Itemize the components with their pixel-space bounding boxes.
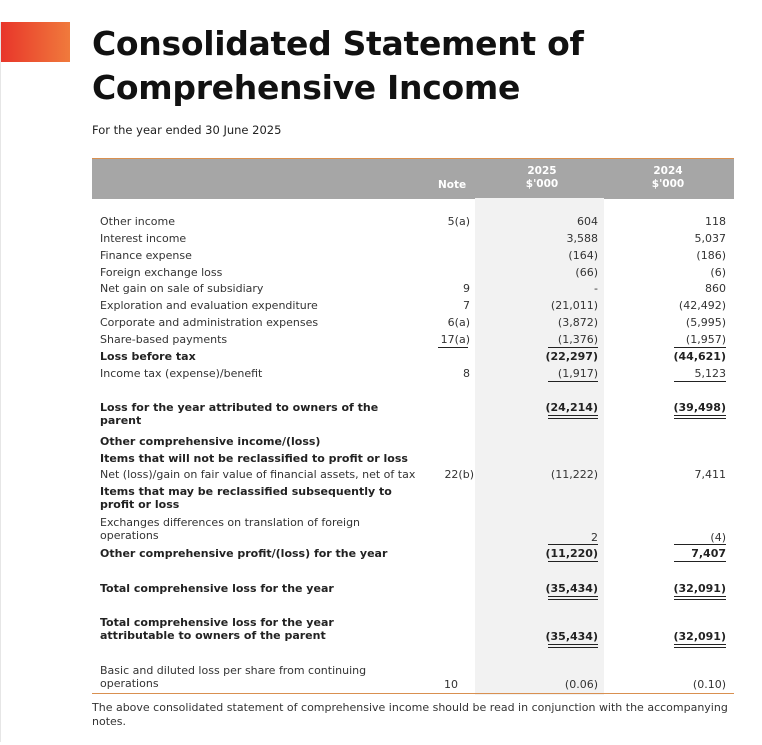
row-value-2025: 3,588	[566, 232, 598, 245]
row-note: 17(a)	[440, 333, 470, 346]
row-note: 22(b)	[444, 468, 474, 481]
row-label: Loss for the year attributed to owners of the parent	[100, 401, 379, 427]
row-value-2024: (42,492)	[678, 299, 726, 312]
row-value-2024: 860	[705, 282, 726, 295]
double-rule-2025	[548, 644, 598, 648]
row-label: Net gain on sale of subsidiary	[100, 282, 264, 295]
row-value-2024: 7,411	[694, 468, 726, 481]
subtotal-rule-2025	[548, 347, 598, 348]
double-rule-2024	[674, 415, 726, 419]
header-year-2024: 2024	[653, 165, 683, 177]
row-value-2025: 604	[577, 215, 598, 228]
row-value-2024: (0.10)	[692, 678, 726, 691]
row-label: Share-based payments	[100, 333, 228, 346]
row-label: Total comprehensive loss for the year	[100, 582, 334, 595]
row-value-2025: (3,872)	[557, 316, 598, 329]
row-value-2025: (11,220)	[545, 547, 598, 560]
row-value-2025: (0.06)	[564, 678, 598, 691]
row-label: Total comprehensive loss for the year attributable to owners of the parent	[100, 616, 334, 642]
double-rule-2024	[674, 596, 726, 600]
header-year-2025: 2025	[527, 165, 557, 177]
total-rule-2025	[548, 561, 598, 562]
row-value-2024: 7,407	[691, 547, 726, 560]
total-rule-2024	[674, 561, 726, 562]
row-value-2024: 5,037	[694, 232, 726, 245]
row-value-2024: (39,498)	[673, 401, 726, 414]
row-note: 7	[463, 299, 470, 312]
title-accent-bar	[0, 22, 70, 62]
header-2025	[518, 165, 566, 191]
footer-note: The above consolidated statement of comprehensive income should be read in conjunction with the accompanying notes.	[92, 701, 728, 728]
row-value-2024: (5,995)	[685, 316, 726, 329]
row-value-2025: (22,297)	[545, 350, 598, 363]
table-header	[92, 158, 734, 199]
page-edge-line	[0, 22, 1, 742]
header-unit-2024: $'000	[651, 178, 685, 190]
row-value-2025: (1,376)	[557, 333, 598, 346]
row-note: 6(a)	[447, 316, 470, 329]
row-label: Loss before tax	[100, 350, 196, 363]
title-line-2: Comprehensive Income	[92, 68, 521, 107]
row-value-2025: (24,214)	[545, 401, 598, 414]
double-rule-2024	[674, 644, 726, 648]
row-note: 9	[463, 282, 470, 295]
double-rule-2025	[548, 415, 598, 419]
row-value-2024: (4)	[710, 531, 726, 544]
row-label: Items that will not be reclassified to profit or loss	[100, 452, 408, 465]
row-label: Other comprehensive profit/(loss) for the year	[100, 547, 388, 560]
row-label: Foreign exchange loss	[100, 266, 223, 279]
total-rule-2025	[548, 381, 598, 382]
header-unit-2025: $'000	[525, 178, 559, 190]
row-note: 10	[444, 678, 458, 691]
row-label: Items that may be reclassified subsequently to profit or loss	[100, 485, 392, 511]
header-note: Note	[438, 179, 467, 191]
row-value-2024: 118	[705, 215, 726, 228]
row-label: Income tax (expense)/benefit	[100, 367, 263, 380]
row-value-2025: (11,222)	[550, 468, 598, 481]
table-bottom-rule	[92, 693, 734, 694]
row-value-2024: (32,091)	[673, 582, 726, 595]
row-note: 8	[463, 367, 470, 380]
double-rule-2025	[548, 596, 598, 600]
row-label: Corporate and administration expenses	[100, 316, 319, 329]
row-value-2025: (35,434)	[545, 630, 598, 643]
subtotal-rule-2025	[548, 544, 598, 545]
row-value-2024: (1,957)	[685, 333, 726, 346]
subtotal-rule-2024	[674, 347, 726, 348]
page-title	[92, 22, 584, 110]
row-value-2025: -	[594, 282, 598, 295]
row-value-2024: (186)	[696, 249, 726, 262]
row-value-2025: (35,434)	[545, 582, 598, 595]
header-2024	[644, 165, 692, 191]
row-label: Exchanges differences on translation of foreign operations	[100, 516, 361, 542]
row-label: Interest income	[100, 232, 187, 245]
subtotal-rule-2024	[674, 544, 726, 545]
row-value-2025: (21,011)	[550, 299, 598, 312]
row-value-2024: (32,091)	[673, 630, 726, 643]
row-value-2025: (1,917)	[557, 367, 598, 380]
row-value-2025: 2	[591, 531, 598, 544]
note-underline	[438, 347, 468, 348]
row-value-2025: (66)	[575, 266, 598, 279]
row-label: Finance expense	[100, 249, 192, 262]
row-value-2024: 5,123	[694, 367, 726, 380]
row-value-2025: (164)	[568, 249, 598, 262]
row-label: Net (loss)/gain on fair value of financial assets, net of tax	[100, 468, 416, 481]
row-label: Other comprehensive income/(loss)	[100, 435, 321, 448]
period-subtitle: For the year ended 30 June 2025	[92, 123, 282, 137]
row-label: Other income	[100, 215, 176, 228]
row-value-2024: (6)	[710, 266, 726, 279]
row-label: Exploration and evaluation expenditure	[100, 299, 318, 312]
row-value-2024: (44,621)	[673, 350, 726, 363]
title-line-1: Consolidated Statement of	[92, 24, 584, 63]
total-rule-2024	[674, 381, 726, 382]
row-label: Basic and diluted loss per share from continuing operations	[100, 664, 367, 690]
row-note: 5(a)	[447, 215, 470, 228]
